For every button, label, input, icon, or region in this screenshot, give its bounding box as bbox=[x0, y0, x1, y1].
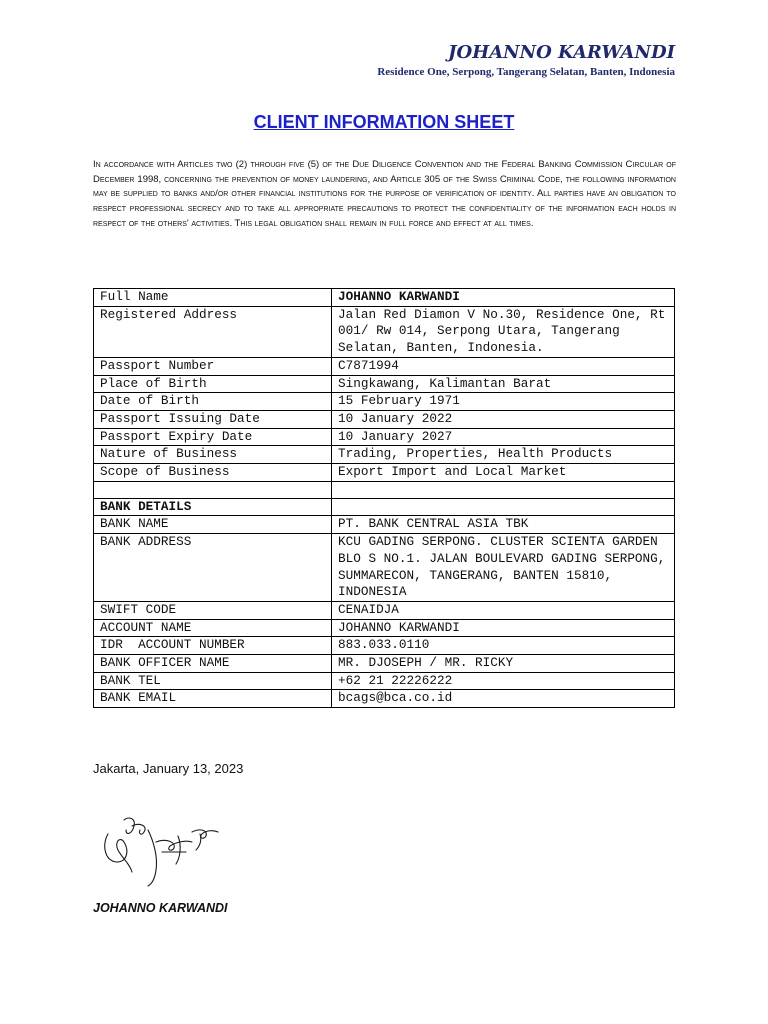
row-label: BANK TEL bbox=[94, 672, 332, 690]
row-label: Passport Issuing Date bbox=[94, 410, 332, 428]
bank-officer-value: MR. DJOSEPH / MR. RICKY bbox=[332, 655, 675, 673]
swift-code-value: CENAIDJA bbox=[332, 601, 675, 619]
table-row bbox=[94, 655, 675, 673]
row-label: Date of Birth bbox=[94, 393, 332, 411]
table-row bbox=[94, 619, 675, 637]
header-name: JOHANNO KARWANDI bbox=[448, 42, 675, 63]
legal-preamble: In accordance with Articles two (2) through five (5) of the Due Diligence Convention and the Federal Banking Commission Circular of December 1998, concerning the prevention of money laundering, and Article 305 of the Swiss Criminal Code, the following information may be supplied to banks and/or other financial institutions for the purpose of verification of identity. All parties have an obligation to respect professional secrecy and to take all appropriate precautions to protect the confidentiality of the information each holds in respect of the others' activities. This legal obligation shall remain in full force and effect at all times. bbox=[93, 159, 676, 229]
account-number-value: 883.033.0110 bbox=[332, 637, 675, 655]
full-name-value: JOHANNO KARWANDI bbox=[332, 289, 675, 307]
table-row bbox=[94, 428, 675, 446]
table-row bbox=[94, 690, 675, 708]
row-label: Passport Number bbox=[94, 357, 332, 375]
row-label: IDR ACCOUNT NUMBER bbox=[94, 637, 332, 655]
bank-tel-value: +62 21 22226222 bbox=[332, 672, 675, 690]
registered-address-value: Jalan Red Diamon V No.30, Residence One, Rt 001/ Rw 014, Serpong Utara, Tangerang Selatan, Banten, Indonesia. bbox=[332, 306, 675, 357]
bank-address-value: KCU GADING SERPONG. CLUSTER SCIENTA GARDEN BLO S NO.1. JALAN BOULEVARD GADING SERPONG, SUMMARECON, TANGERANG, BANTEN 15810, INDONESIA bbox=[332, 534, 675, 602]
passport-expiry-date-value: 10 January 2027 bbox=[332, 428, 675, 446]
bank-details-heading: BANK DETAILS bbox=[94, 498, 332, 516]
scope-of-business-value: Export Import and Local Market bbox=[332, 464, 675, 482]
table-row bbox=[94, 393, 675, 411]
date-of-birth-value: 15 February 1971 bbox=[332, 393, 675, 411]
document-title: CLIENT INFORMATION SHEET bbox=[253, 112, 515, 132]
table-row bbox=[94, 637, 675, 655]
place-date: Jakarta, January 13, 2023 bbox=[93, 761, 244, 776]
table-row bbox=[94, 601, 675, 619]
empty-cell bbox=[94, 481, 332, 498]
row-label: BANK ADDRESS bbox=[94, 534, 332, 602]
table-row bbox=[94, 534, 675, 602]
row-label: Place of Birth bbox=[94, 375, 332, 393]
row-label: Full Name bbox=[94, 289, 332, 307]
empty-cell bbox=[332, 481, 675, 498]
passport-number-value: C7871994 bbox=[332, 357, 675, 375]
table-row bbox=[94, 289, 675, 307]
row-label: Scope of Business bbox=[94, 464, 332, 482]
header-address: Residence One, Serpong, Tangerang Selatan, Banten, Indonesia bbox=[377, 66, 675, 78]
row-label: BANK EMAIL bbox=[94, 690, 332, 708]
table-row bbox=[94, 375, 675, 393]
row-label: SWIFT CODE bbox=[94, 601, 332, 619]
row-label: ACCOUNT NAME bbox=[94, 619, 332, 637]
table-row bbox=[94, 410, 675, 428]
table-row bbox=[94, 516, 675, 534]
bank-email-value: bcags@bca.co.id bbox=[332, 690, 675, 708]
client-info-table bbox=[93, 288, 675, 708]
row-label: Passport Expiry Date bbox=[94, 428, 332, 446]
row-label: Registered Address bbox=[94, 306, 332, 357]
row-label: BANK NAME bbox=[94, 516, 332, 534]
table-row bbox=[94, 498, 675, 516]
place-of-birth-value: Singkawang, Kalimantan Barat bbox=[332, 375, 675, 393]
row-label: Nature of Business bbox=[94, 446, 332, 464]
nature-of-business-value: Trading, Properties, Health Products bbox=[332, 446, 675, 464]
row-label: BANK OFFICER NAME bbox=[94, 655, 332, 673]
table-row bbox=[94, 357, 675, 375]
signer-name: JOHANNO KARWANDI bbox=[93, 901, 228, 915]
table-row bbox=[94, 446, 675, 464]
bank-name-value: PT. BANK CENTRAL ASIA TBK bbox=[332, 516, 675, 534]
table-row bbox=[94, 306, 675, 357]
account-name-value: JOHANNO KARWANDI bbox=[332, 619, 675, 637]
spacer-row bbox=[94, 481, 675, 498]
handwritten-signature bbox=[96, 812, 226, 892]
passport-issuing-date-value: 10 January 2022 bbox=[332, 410, 675, 428]
table-row bbox=[94, 464, 675, 482]
table-row bbox=[94, 672, 675, 690]
empty-cell bbox=[332, 498, 675, 516]
